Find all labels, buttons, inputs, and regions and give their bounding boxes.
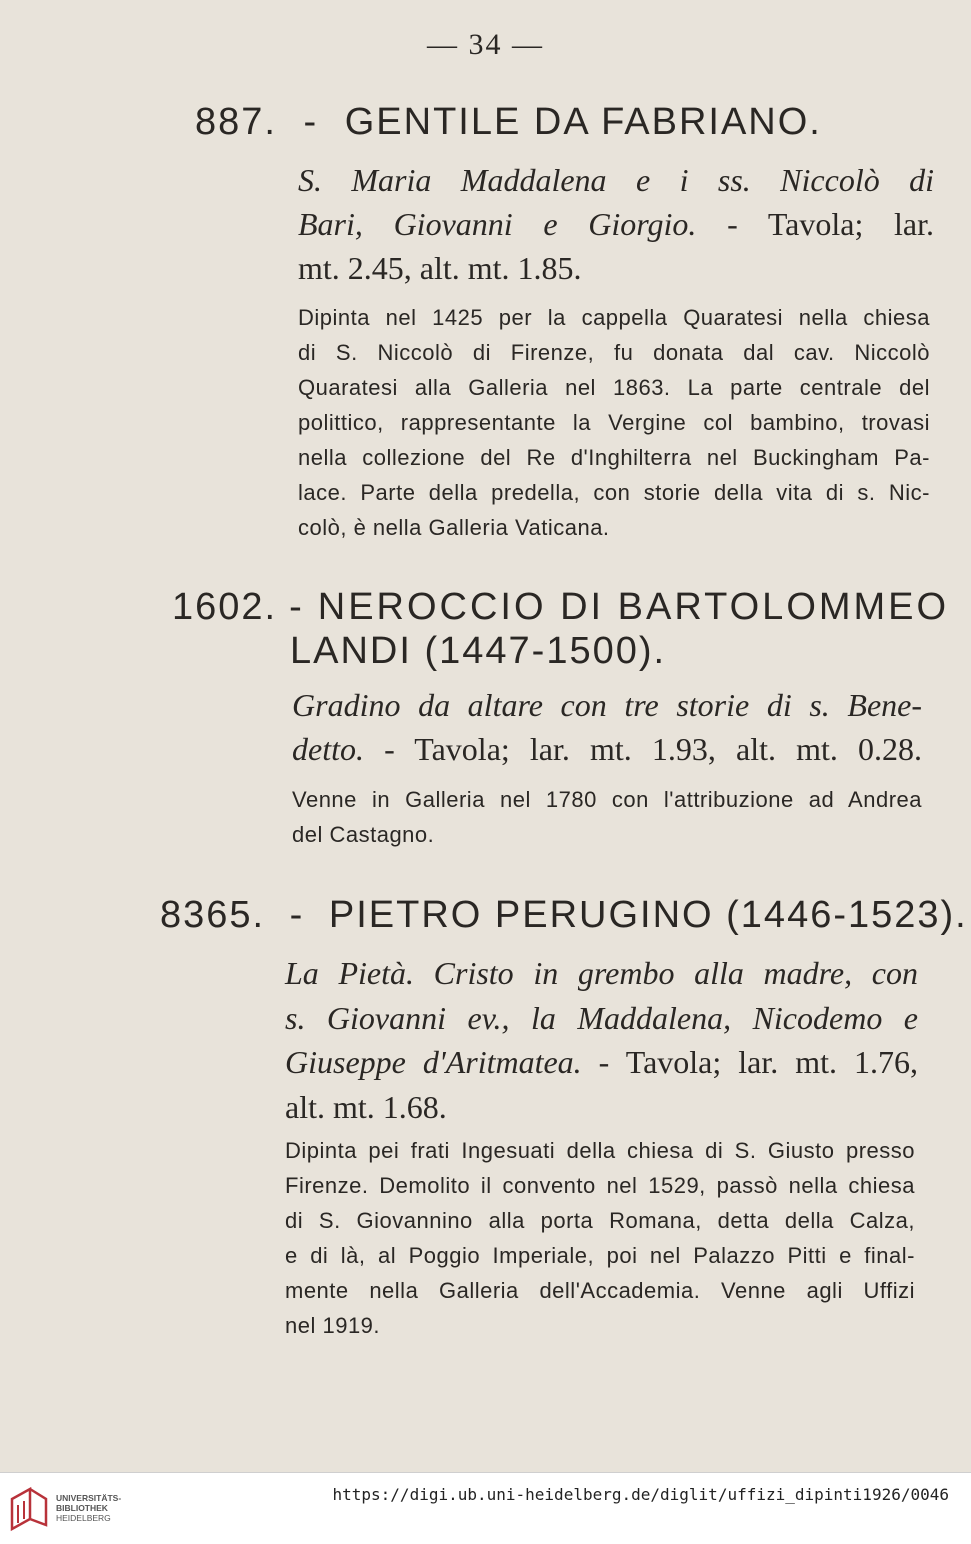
entry-heading — [172, 585, 950, 673]
entry-number: 8365. — [160, 894, 266, 936]
dimensions: - Tavola; lar. mt. 1.76, — [581, 1044, 919, 1080]
artist-name: PIETRO PERUGINO (1446-1523). — [328, 894, 968, 936]
entry-dash: - — [289, 894, 305, 936]
entry-dash: - — [303, 101, 319, 143]
entry-dash: - — [289, 586, 304, 628]
viewer-footer — [0, 1472, 971, 1544]
dimensions: - Tavola; lar. mt. 1.93, alt. mt. 0.28. — [363, 731, 922, 767]
page-number: — 34 — — [427, 28, 544, 61]
artist-name: NEROCCIO DI BARTOLOMMEO — [317, 586, 950, 628]
artwork-title: S. Maria Maddalena e i ss. Niccolò di Bari, Giovanni e Giorgio. - Tavola; lar. mt. 2.45, alt. mt. 1.85. — [298, 162, 935, 286]
entry-number: 887. — [195, 101, 277, 143]
entry-description: Venne in Galleria nel 1780 con l'attribuzione ad Andrea del Castagno. — [292, 787, 922, 847]
artist-name: GENTILE DA FABRIANO. — [344, 101, 822, 143]
permalink-url[interactable]: https://digi.ub.uni-heidelberg.de/diglit/uffizi_dipinti1926/0046 — [332, 1485, 949, 1504]
entry-description: Dipinta pei frati Ingesuati della chiesa di S. Giusto presso Firenze. Demolito il convento nel 1529, passò nella chiesa di S. Giovannino alla porta Romana, detta della Calza, e di là, al Poggio Imperiale, poi nel Palazzo Pitti e final- mente nella Galleria dell'Accademia. Venne agli Uffizi nel 1919. — [285, 1138, 915, 1338]
entry-description: Dipinta nel 1425 per la cappella Quaratesi nella chiesa di S. Niccolò di Firenze, fu donata dal cav. Niccolò Quaratesi alla Galleria nel 1863. La parte centrale del polittico, rappresentante la Vergine col bambino, trovasi nella collezione del Re d'Inghilterra nel Buckingham Pa- lace. Parte della predella, con storie della vita di s. Nic- colò, è nella Galleria Vaticana. — [298, 305, 930, 540]
artist-name-cont: LANDI (1447-1500). — [290, 630, 667, 672]
entry-heading — [160, 893, 968, 937]
library-logo-text[interactable]: UNIVERSITÄTS- BIBLIOTHEK HEIDELBERG — [56, 1493, 122, 1523]
artwork-title: La Pietà. Cristo in grembo alla madre, con s. Giovanni ev., la Maddalena, Nicodemo e Giuseppe d'Aritmatea. - Tavola; lar. mt. 1.76, alt. mt. 1.68. — [285, 955, 919, 1125]
title-italic: Bari, Giovanni e Giorgio. — [298, 206, 697, 242]
entry-number: 1602. — [172, 586, 278, 628]
artwork-title: Gradino da altare con tre storie di s. Bene- detto. - Tavola; lar. mt. 1.93, alt. mt. 0.28. — [292, 687, 922, 767]
entry-heading — [195, 100, 822, 144]
dimensions: alt. mt. 1.68. — [285, 1088, 447, 1125]
title-italic: S. Maria Maddalena e i ss. Niccolò di — [298, 162, 934, 198]
library-logo-icon[interactable] — [8, 1485, 50, 1533]
dimensions: mt. 2.45, alt. mt. 1.85. — [298, 250, 582, 286]
